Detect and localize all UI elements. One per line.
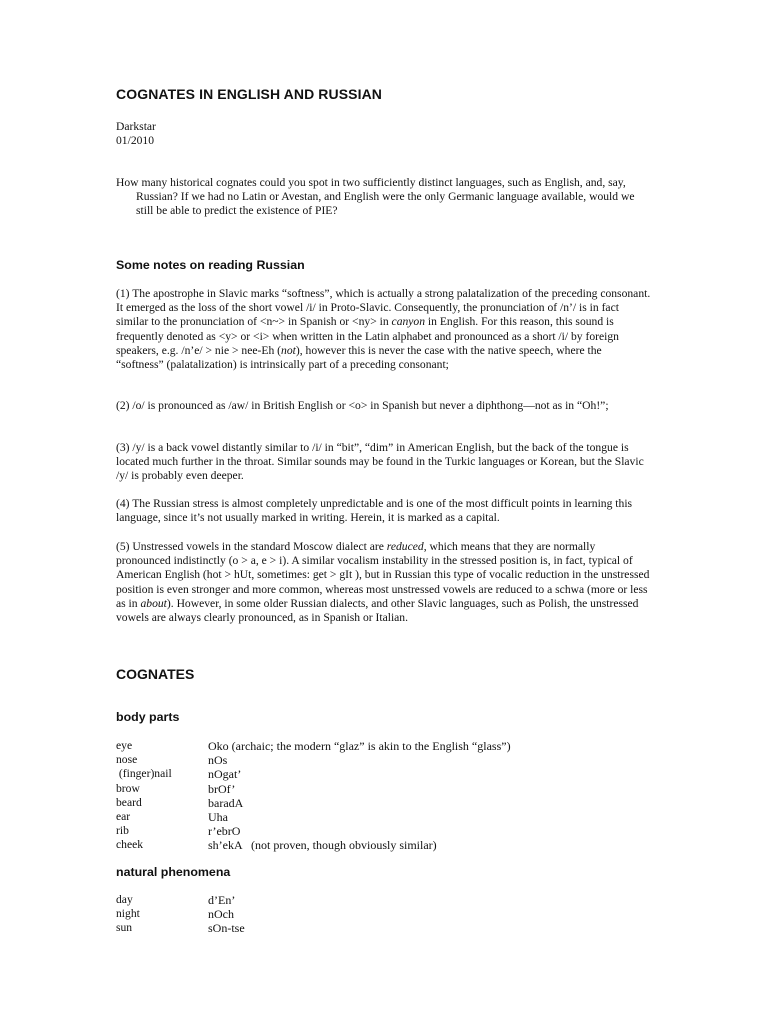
table-row — [116, 824, 656, 838]
russian-word: baradA — [208, 795, 244, 810]
english-word: day — [116, 893, 133, 906]
note-1-not: not — [281, 343, 296, 357]
russian-word: brOf’ — [208, 781, 236, 796]
note-paragraph-4: (4) The Russian stress is almost completely unpredictable and is one of the most difficult points in learning this language, since it’s not usually marked in writing. Herein, it is marked as a capital. — [116, 497, 633, 525]
note-1-text-a: (1) The apostrophe in Slavic marks “softness”, which is actually a strong palatalization of the preceding consonant. It emerged as the loss of the short vowel /i/ in Proto-Slavic. Consequently, the pronunciation of /n’/ is in fact similar to the pronunciation of <n~> in Spanish or <ny> in — [116, 287, 651, 329]
note-5-text-b: , which means that they are normally pronounced indistinctly (o > a, e > i). A similar vocalism instability in the stressed position is, in fact, typical of American English (hot > hUt, sometimes: get > gIt ), but in Russian this type of vocalic reduction in the unstressed position is even stronger and more common, whereas most unstressed vowels are reduced to a schwa (more or less as in — [116, 540, 650, 610]
english-word: ear — [116, 810, 131, 824]
table-row — [116, 907, 656, 921]
intro-paragraph: How many historical cognates could you spot in two sufficiently distinct languages, such as English, and, say, Russian? If we had no Latin or Avestan, and English were the only Germanic language available, would we still be able to predict the existence of PIE? — [116, 176, 635, 218]
body-parts-heading: body parts — [116, 710, 180, 724]
english-word: nose — [116, 753, 138, 767]
english-word: rib — [116, 824, 129, 838]
russian-word: sh’ekA (not proven, though obviously similar) — [208, 838, 437, 853]
table-row — [116, 753, 656, 767]
english-word: beard — [116, 795, 142, 809]
author-name: Darkstar — [116, 120, 156, 133]
english-word: night — [116, 907, 140, 921]
russian-word: nOgat’ — [208, 767, 242, 782]
note-paragraph-5 — [116, 540, 651, 625]
table-row — [116, 782, 656, 796]
notes-heading: Some notes on reading Russian — [116, 258, 305, 272]
table-row — [116, 893, 656, 907]
note-1-text-c: ), however this is never the case with the native speech, where the “softness” (palatalization) is intrinsically part of a preceding consonant; — [116, 343, 602, 372]
english-word: eye — [116, 739, 133, 752]
russian-word: r’ebrO — [208, 824, 241, 839]
author-block — [116, 120, 156, 148]
document-date: 01/2010 — [116, 134, 155, 148]
table-row — [116, 921, 656, 935]
russian-word: sOn-tse — [208, 921, 245, 936]
russian-word: d’En’ — [208, 893, 236, 907]
document-title: COGNATES IN ENGLISH AND RUSSIAN — [116, 86, 383, 102]
note-paragraph-2: (2) /o/ is pronounced as /aw/ in British English or <o> in Spanish but never a diphthong—not as in “Oh!”; — [116, 399, 609, 412]
cognates-heading: COGNATES — [116, 666, 195, 682]
russian-word: nOs — [208, 753, 228, 768]
note-1-text-b: in English. For this reason, this sound is frequently denoted as <y> or <i> when written in the Latin alphabet and pronounced as a short /i/ by foreign speakers, e.g. /n’e/ > nie > nee-Eh ( — [116, 315, 619, 357]
english-word: (finger)nail — [116, 767, 172, 781]
english-word: cheek — [116, 838, 144, 852]
note-1-canyon: canyon — [391, 315, 426, 329]
table-row — [116, 838, 656, 852]
note-5-text-c: ). However, in some older Russian dialects, and other Slavic languages, such as Polish, the unstressed vowels are always clearly pronounced, as in Spanish or Italian. — [116, 596, 639, 625]
note-5-about: about — [140, 596, 167, 610]
table-row — [116, 796, 656, 810]
note-paragraph-1 — [116, 287, 651, 372]
natural-phenomena-heading: natural phenomena — [116, 865, 231, 879]
russian-word: Uha — [208, 810, 228, 825]
english-word: brow — [116, 781, 140, 795]
table-row — [116, 739, 656, 753]
note-paragraph-3: (3) /y/ is a back vowel distantly similar to /i/ in “bit”, “dim” in American English, but the back of the tongue is located much further in the throat. Similar sounds may be found in the Turkic languages or Korean, but the Slavic /y/ is probably even deeper. — [116, 441, 644, 483]
natural-phenomena-table — [116, 893, 656, 936]
note-5-text-a: (5) Unstressed vowels in the standard Moscow dialect are — [116, 540, 387, 553]
russian-word: Oko (archaic; the modern “glaz” is akin to the English “glass”) — [208, 739, 511, 753]
table-row — [116, 810, 656, 824]
english-word: sun — [116, 921, 133, 935]
body-parts-table — [116, 739, 656, 853]
russian-word: nOch — [208, 907, 234, 922]
note-5-reduced: reduced — [386, 540, 424, 553]
table-row — [116, 767, 656, 781]
